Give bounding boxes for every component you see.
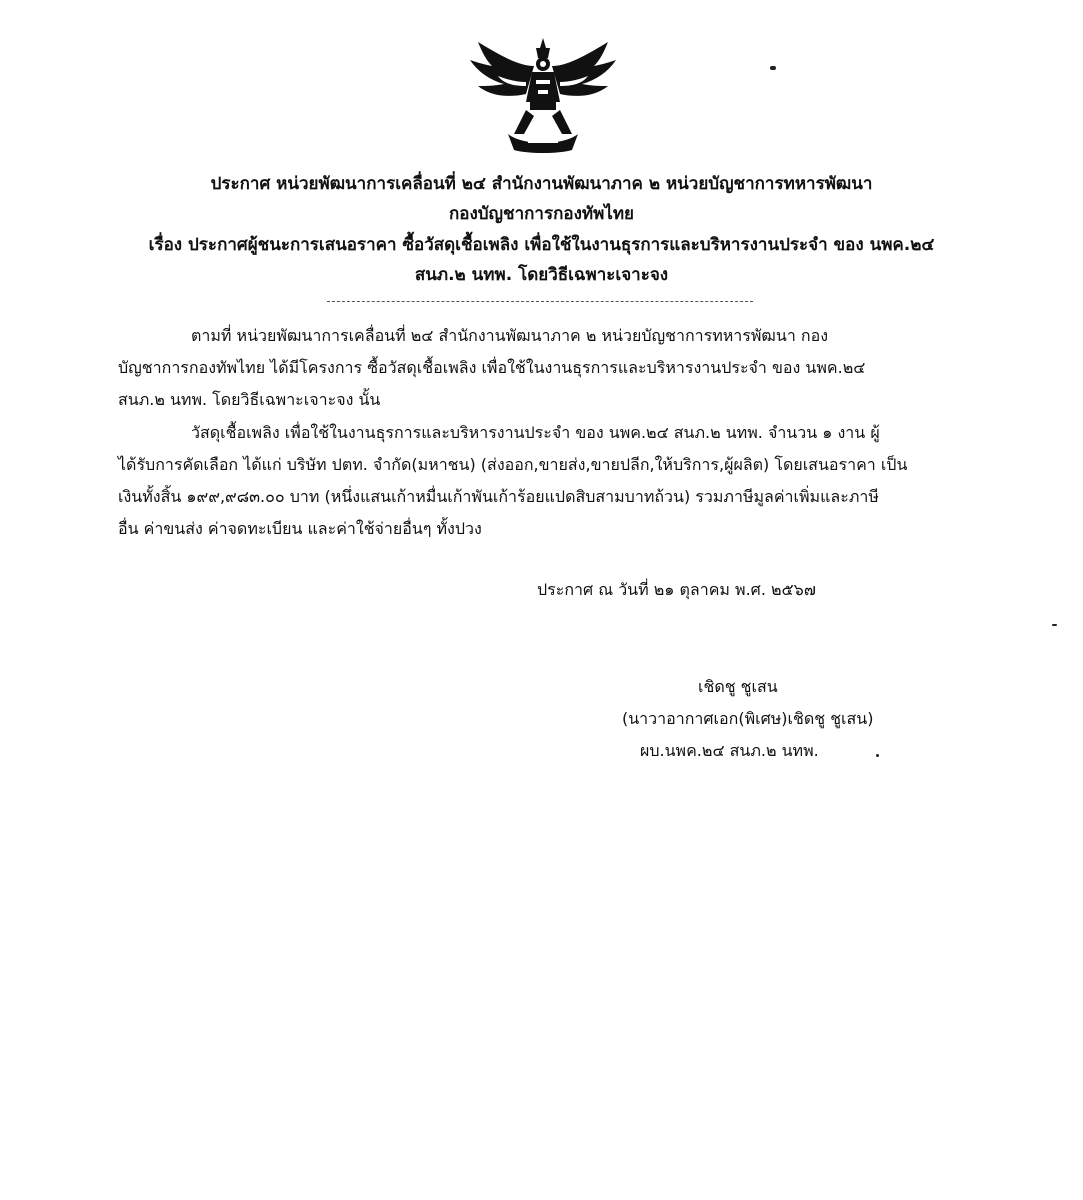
scan-speck (770, 66, 776, 70)
paragraph-1-line-3: สนภ.๒ นทพ. โดยวิธีเฉพาะเจาะจง นั้น (118, 390, 381, 409)
header-subject-line-2: สนภ.๒ นทพ. โดยวิธีเฉพาะเจาะจง (414, 265, 669, 285)
header-subject-line: เรื่อง ประกาศผู้ชนะการเสนอราคา ซื้อวัสดุเชื้อเพลิง เพื่อใช้ในงานธุรการและบริหารงานประจำ ของ นพค.๒๔ (148, 235, 935, 255)
announcement-date: ประกาศ ณ วันที่ ๒๑ ตุลาคม พ.ศ. ๒๕๖๗ (537, 580, 816, 599)
paragraph-1-line-2: บัญชาการกองทัพไทย ได้มีโครงการ ซื้อวัสดุเชื้อเพลิง เพื่อใช้ในงานธุรการและบริหารงานประจำ ของ นพค.๒๔ (118, 358, 866, 377)
scan-speck (876, 754, 879, 757)
paragraph-2-line-2: ได้รับการคัดเลือก ได้แก่ บริษัท ปตท. จำกัด(มหาชน) (ส่งออก,ขายส่ง,ขายปลีก,ให้บริการ,ผู้ผลิต) โดยเสนอราคา เป็น (118, 455, 908, 474)
signatory-name: เชิดชู ชูเสน (698, 677, 778, 696)
signatory-position: ผบ.นพค.๒๔ สนภ.๒ นทพ. (640, 741, 819, 760)
header-line-1: ประกาศ หน่วยพัฒนาการเคลื่อนที่ ๒๔ สำนักงานพัฒนาภาค ๒ หน่วยบัญชาการทหารพัฒนา (210, 174, 873, 194)
paragraph-2-line-3: เงินทั้งสิ้น ๑๙๙,๙๘๓.๐๐ บาท (หนึ่งแสนเก้าหมื่นเก้าพันเก้าร้อยแปดสิบสามบาทถ้วน) รวมภาษีมูลค่าเพิ่มและภาษี (118, 487, 879, 506)
header-divider (327, 301, 753, 302)
scan-speck (1052, 624, 1057, 626)
paragraph-1-line-1: ตามที่ หน่วยพัฒนาการเคลื่อนที่ ๒๔ สำนักงานพัฒนาภาค ๒ หน่วยบัญชาการทหารพัฒนา กอง (191, 326, 828, 345)
header-line-2: กองบัญชาการกองทัพไทย (448, 204, 635, 224)
signatory-full-title: (นาวาอากาศเอก(พิเศษ)เชิดชู ชูเสน) (622, 709, 874, 728)
paragraph-2-line-1: วัสดุเชื้อเพลิง เพื่อใช้ในงานธุรการและบริหารงานประจำ ของ นพค.๒๔ สนภ.๒ นทพ. จำนวน ๑ งาน ผู้ (191, 423, 880, 442)
garuda-emblem-icon (468, 36, 618, 154)
paragraph-2-line-4: อื่น ค่าขนส่ง ค่าจดทะเบียน และค่าใช้จ่ายอื่นๆ ทั้งปวง (118, 519, 482, 538)
